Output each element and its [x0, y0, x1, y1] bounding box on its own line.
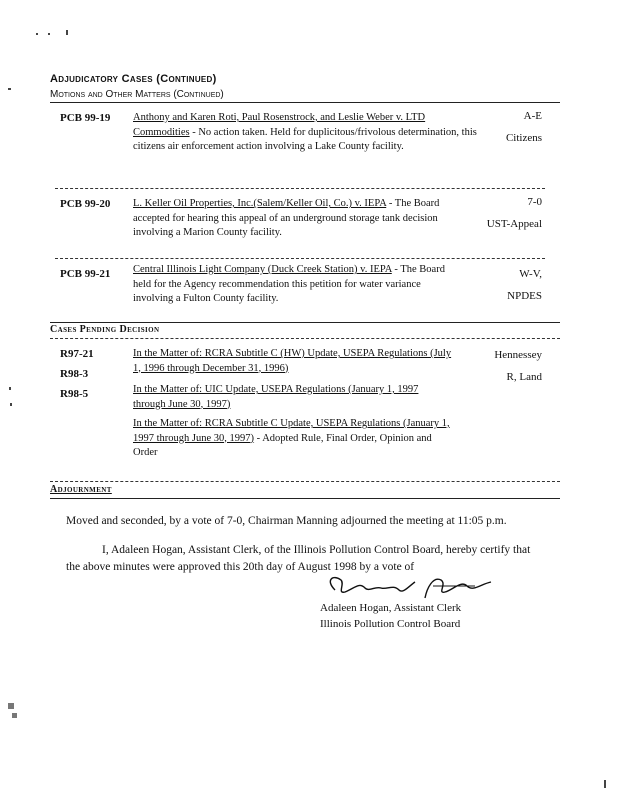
case-number: PCB 99-20 [60, 198, 111, 210]
pending-number: R98-3 [60, 368, 89, 380]
pending-title: In the Matter of: RCRA Subtitle C (HW) Update, USEPA Regulations (July 1, 1996 through December 31, 1996) [133, 348, 452, 374]
pending-text: - Adopted Rule, Final Order, Opinion and Order [133, 432, 432, 458]
adjournment-heading: Adjournment [50, 484, 112, 495]
case-title: Central Illinois Light Company (Duck Creek Station) v. IEPA [133, 264, 392, 275]
case-description [133, 263, 463, 307]
adjournment-text: Moved and seconded, by a vote of 7-0, Chairman Manning adjourned the meeting at 11:05 p.m. [66, 515, 507, 527]
pending-number: R98-5 [60, 388, 89, 400]
adjournment-rule [50, 498, 560, 499]
scan-speck [9, 387, 11, 390]
scan-speck [8, 703, 14, 709]
vote-line: A-E [523, 110, 542, 122]
case-vote [460, 263, 542, 307]
pending-title: In the Matter of: RCRA Subtitle C Update, USEPA Regulations (January 1, 1997 through June 30, 1997) [133, 418, 450, 444]
pending-heading: Cases Pending Decision [50, 324, 160, 335]
pending-item [133, 417, 453, 461]
section-rule [50, 322, 560, 323]
pending-item [133, 347, 453, 376]
section-subtitle: Motions and Other Matters (Continued) [50, 89, 224, 100]
case-vote [460, 191, 542, 235]
signer-name: Adaleen Hogan, Assistant Clerk [320, 602, 462, 614]
scan-speck [8, 88, 11, 90]
case-number: PCB 99-19 [60, 112, 111, 124]
case-description [133, 197, 468, 241]
scan-speck [12, 713, 17, 718]
vote-line: 7-0 [527, 196, 542, 208]
case-divider [55, 258, 545, 259]
vote-line: Citizens [505, 132, 542, 144]
scan-speck [66, 30, 68, 35]
vote-line: UST-Appeal [486, 218, 542, 230]
pending-rule [50, 338, 560, 339]
pending-title: In the Matter of: UIC Update, USEPA Regulations (January 1, 1997 through June 30, 1997) [133, 384, 419, 410]
pending-item [133, 383, 453, 412]
certification-text: I, Adaleen Hogan, Assistant Clerk, of the Illinois Pollution Control Board, hereby certify that the above minutes were approved this 20th day of August 1998 by a vote of [66, 544, 531, 573]
case-vote [470, 105, 542, 149]
signer-org: Illinois Pollution Control Board [320, 618, 461, 630]
case-text: - The Board held for the Agency recommendation this petition for water variance involving a Fulton County facility. [133, 264, 445, 304]
scan-speck [604, 780, 606, 788]
section-title: Adjudicatory Cases (Continued) [50, 73, 217, 85]
case-text: - No action taken. Held for duplicitous/frivolous determination, this citizens air enforcement action involving a Lake County facility. [133, 126, 477, 152]
case-divider [55, 188, 545, 189]
pending-right-line: Hennessey [494, 349, 542, 361]
case-description [133, 111, 478, 155]
case-title: Anthony and Karen Roti, Paul Rosenstrock, and Leslie Weber v. LTD Commodities [133, 112, 426, 138]
header-rule [50, 102, 560, 103]
scan-speck [10, 403, 12, 406]
vote-line: NPDES [507, 290, 542, 302]
case-title: L. Keller Oil Properties, Inc.(Salem/Keller Oil, Co.) v. IEPA [133, 198, 387, 209]
adjournment-top-rule [50, 481, 560, 482]
pending-right-line: R, Land [506, 371, 542, 383]
scan-speck [48, 33, 50, 35]
pending-number: R97-21 [60, 348, 94, 360]
scan-speck [36, 33, 38, 35]
vote-line: W-V, [519, 268, 542, 280]
case-text: - The Board accepted for hearing this appeal of an underground storage tank decision involving a Marion County facility. [133, 198, 440, 238]
case-number: PCB 99-21 [60, 268, 111, 280]
pending-right [455, 344, 542, 388]
